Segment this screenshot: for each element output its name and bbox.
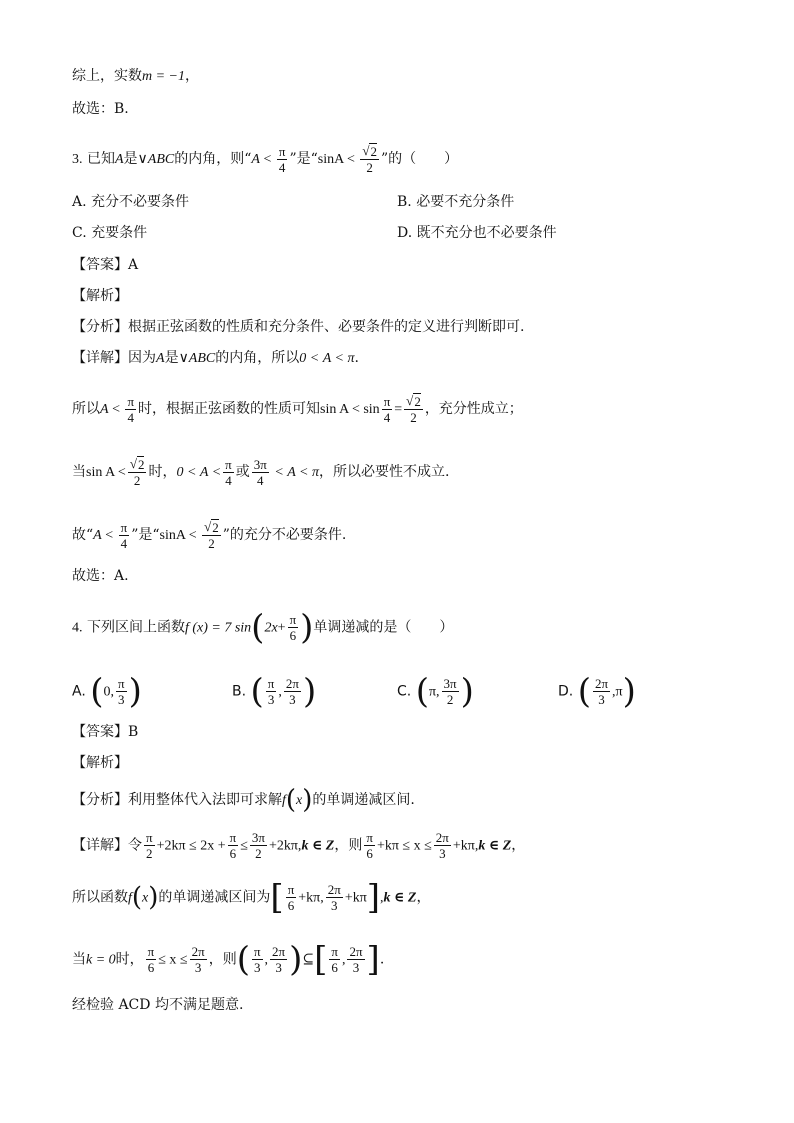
kz: k ∈ Z: [383, 890, 417, 906]
sin-ineq: sin A < sin: [320, 402, 380, 417]
range-b: < A < π: [270, 465, 320, 480]
is: 是: [164, 350, 179, 366]
dang: 当: [72, 464, 86, 480]
q4-post: 单调递减的是（ ）: [313, 619, 454, 636]
sin-a: sinA <: [317, 152, 359, 167]
conclusion-text: 综上，实数: [72, 68, 142, 84]
choice-line-b: [72, 99, 129, 119]
fraction-pi-4: $\frac{\pi}{4}$: [278, 143, 286, 175]
m-value: m = −1: [142, 69, 186, 84]
ze2: ，则: [208, 951, 237, 968]
xiangjie-pre: 【详解】因为: [72, 350, 156, 366]
gu: 故“: [72, 527, 94, 543]
q4-fenxi: 【分析】利用整体代入法即可求解f(x)的单调递减区间.: [72, 785, 415, 815]
suoyi2: 的单调递减区间为: [158, 889, 271, 906]
kz: k ∈ Z: [478, 838, 512, 854]
fraction-pi-4: $\frac{\pi}{4}$: [120, 519, 128, 551]
lc2: ”是“: [131, 527, 160, 543]
kz: k ∈ Z: [301, 838, 335, 854]
q3-option-b: B. 必要不充分条件: [397, 194, 515, 210]
q3-xiangjie: 【详解】因为A是∨ABC的内角，所以0 < A < π.: [72, 350, 359, 366]
q3-conclusion: 故“A < $\frac{\pi}{4}$ ”是“sinA < √ 2 2 ”的充分不必要条件.: [72, 519, 347, 551]
q4-stem: 4. 下列区间上函数f (x) = 7 sin(2x+ $\frac{\pi}{6}$ )单调递减的是（ ）: [72, 607, 454, 648]
fraction-pi-4: $\frac{\pi}{4}$: [127, 393, 135, 425]
lc3: ”的充分不必要条件.: [222, 527, 347, 543]
q4-option-c: C. (π, $\frac{3\pi}{2}$ ): [397, 671, 474, 712]
fraction-pi-4: $\frac{\pi}{4}$: [383, 393, 391, 425]
conclusion-line: [72, 66, 199, 87]
var-a: A: [114, 152, 124, 167]
var-a: A: [251, 152, 260, 167]
var-a: A: [156, 351, 165, 366]
q4-k0: 当k = 0时， $\frac{\pi}{6}$ ≤ x ≤ $\frac{2\pi}{3}$ ，则( $\frac{\pi}{3}$ , $\frac{2\pi}{3}$ )⊆[ $\frac{\pi}{6}$ , $\frac{2\pi}{3}$ ].: [72, 939, 385, 980]
q3-option-d: D. 既不充分也不必要条件: [397, 225, 557, 241]
q4-pre: 下列区间上函数: [86, 619, 185, 636]
q3-analysis-heading: 【解析】: [72, 288, 128, 304]
q3-answer: 【答案】A: [72, 257, 139, 273]
q4-last: 经检验 ACD 均不满足题意.: [72, 997, 244, 1013]
sin-a-lt: sin A <: [86, 465, 126, 480]
xiangjie-post: 的内角，所以: [215, 350, 300, 366]
q4-number: 4.: [72, 620, 83, 636]
function-f: f (x) = 7 sin: [184, 620, 252, 636]
fenxi-post: 的单调递减区间.: [312, 792, 415, 808]
xiangjie: 【详解】令: [72, 837, 142, 854]
fraction-sqrt2-2: √ 2 2: [406, 393, 421, 425]
q3-choice: 故选：A.: [72, 568, 129, 584]
q3-option-a: A. 充分不必要条件: [72, 194, 190, 210]
q3-option-c: C. 充要条件: [72, 225, 148, 241]
q4-option-b: B. ( $\frac{\pi}{3}$ , $\frac{2\pi}{3}$ ): [232, 671, 317, 712]
q4-answer: 【答案】B: [72, 724, 139, 740]
suoyi: 所以: [72, 401, 100, 417]
q3-is: 是: [123, 151, 138, 167]
lb7: ，所以必要性不成立.: [319, 464, 450, 480]
lt: <: [259, 152, 275, 167]
label-c: C.: [397, 683, 412, 700]
triangle-abc: ∨ABC: [178, 351, 216, 366]
label-d: D.: [558, 683, 574, 700]
range-a: 0 < A <: [176, 465, 222, 480]
la2: 时，根据正弦函数的性质可知: [138, 401, 321, 417]
q4-option-a: A. (0, $\frac{\pi}{3}$ ): [72, 671, 142, 712]
q3-necessary-line: [72, 456, 449, 488]
fenxi-pre: 【分析】利用整体代入法即可求解: [72, 792, 282, 808]
fraction-sqrt2-2: √ 2 2: [204, 519, 219, 551]
q3-sufficient-line: 所以A < $\frac{\pi}{4}$ 时，根据正弦函数的性质可知sin A < sin $\frac{\pi}{4}$ = √ 2 2 ，充分性成立；: [72, 393, 523, 425]
label-a: A.: [72, 683, 86, 700]
q3-mid: 的内角，则“: [174, 151, 252, 167]
fraction-sqrt2-2: √ 2 2: [129, 456, 145, 488]
huo: 或: [235, 464, 250, 480]
dang: 当: [72, 951, 86, 968]
q4-option-d: D. ( $\frac{2\pi}{3}$ ,π): [558, 671, 636, 712]
ze: ，则: [334, 837, 363, 854]
suoyi: 所以函数: [72, 889, 128, 906]
label-b: B.: [232, 683, 247, 700]
choice-text: 故选：B.: [72, 101, 129, 117]
q3-pre: 已知: [86, 151, 115, 167]
fraction-sqrt2-2: √ 2 2: [362, 143, 377, 175]
sin-a: sinA <: [159, 528, 201, 543]
q3-number: 3.: [72, 152, 83, 167]
shi: 时，: [115, 951, 144, 968]
triangle-abc: ∨ABC: [137, 152, 175, 167]
q3-fenxi: 【分析】根据正弦函数的性质和充分条件、必要条件的定义进行判断即可.: [72, 319, 525, 335]
shi: 时，: [148, 464, 177, 480]
range: 0 < A < π: [299, 351, 355, 366]
comma: ，: [185, 68, 200, 84]
fraction-pi-4: $\frac{\pi}{4}$: [225, 456, 232, 488]
k0: k = 0: [86, 952, 116, 968]
q3-stem: [72, 143, 458, 175]
la4: ，充分性成立；: [424, 401, 523, 417]
fraction-pi-6: $\frac{\pi}{6}$: [289, 612, 297, 643]
q3-quote1: ”是“: [289, 151, 318, 167]
q4-xiangjie: 【详解】令 $\frac{\pi}{2}$ +2kπ ≤ 2x + $\frac{\pi}{6}$ ≤ $\frac{3\pi}{2}$ +2kπ,k ∈ Z，则 $\frac{\pi}{6}$ +kπ ≤ x ≤ $\frac{2\pi}{3}$ +kπ,k ∈ Z，: [72, 830, 526, 861]
q4-interval: 所以函数f(x)的单调递减区间为[ $\frac{\pi}{6}$ +kπ, $\frac{2\pi}{3}$ +kπ],k ∈ Z，: [72, 877, 431, 918]
fraction-3pi-4: $\frac{3\pi}{4}$: [253, 456, 267, 488]
q3-quote2: ”的（ ）: [380, 151, 459, 167]
q4-analysis-heading: 【解析】: [72, 755, 128, 771]
